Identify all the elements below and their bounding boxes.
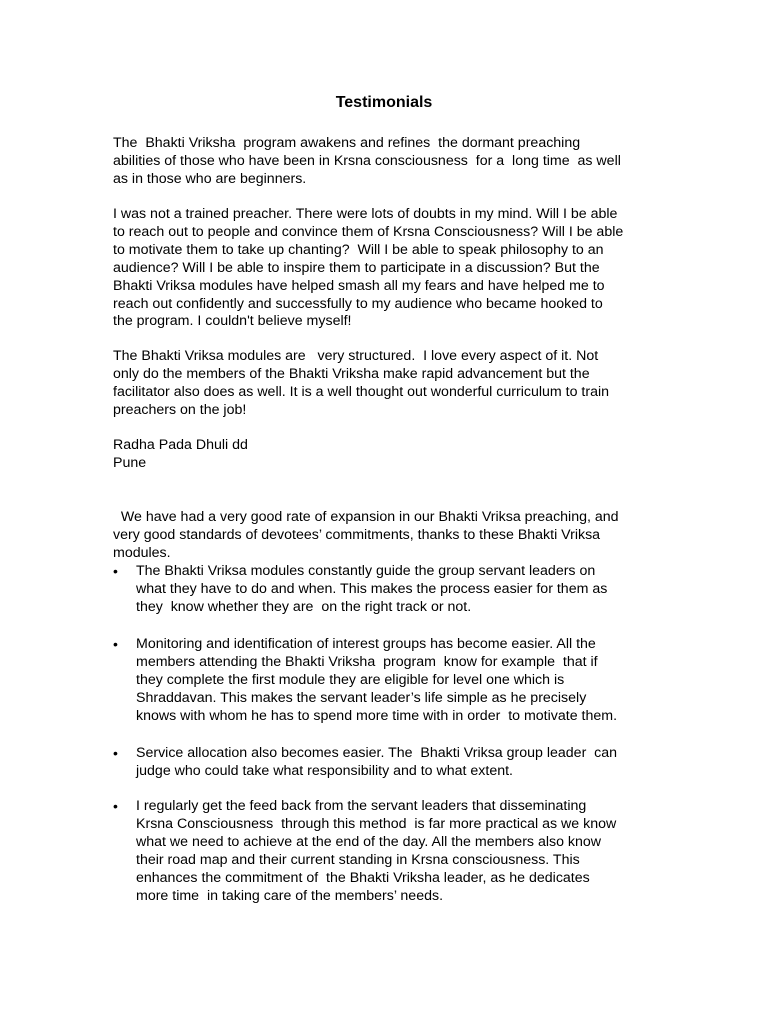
bullet-text: Service allocation also becomes easier. The Bhakti Vriksa group leader can judge who could take what responsibility and to what extent.: [136, 745, 618, 779]
testimonial-paragraph-structure: The Bhakti Vriksa modules are very structured. I love every aspect of it. Not only do the members of the Bhakti Vriksha make rapid advancement but the facilitator also does as well. It is a well thought out wonderful curriculum to train preachers on the job!: [113, 348, 610, 418]
expansion-paragraph: We have had a very good rate of expansion in our Bhakti Vriksa preaching, and very good standards of devotees’ commitments, thanks to these Bhakti Vriksa modules.: [113, 509, 619, 561]
bullet-icon: •: [113, 798, 118, 814]
testimonial-paragraph-doubts: I was not a trained preacher. There were lots of doubts in my mind. Will I be able to reach out to people and convince them of Krsna Consciousness? Will I be able to motivate them to take up chanting? Will I be able to speak philosophy to an audience? Will I be able to inspire them to participate in a discussion? But the Bhakti Vriksa modules have helped smash all my fears and have helped me to reach out confidently and successfully to my audience who became hooked to the program. I couldn't believe myself!: [113, 206, 624, 330]
page-title: Testimonials: [335, 94, 433, 111]
intro-paragraph: The Bhakti Vriksha program awakens and refines the dormant preaching abilities of those who have been in Krsna consciousness for a long time as well as in those who are beginners.: [113, 135, 621, 187]
bullet-text: Monitoring and identification of interest groups has become easier. All the members attending the Bhakti Vriksha program know for example that if they complete the first module they are eligible for level one which is Shraddavan. This makes the servant leader’s life simple as he precisely knows with whom he has to spend more time with in order to motivate them.: [136, 636, 618, 724]
bullet-text: The Bhakti Vriksa modules constantly guide the group servant leaders on what they have to do and when. This makes the process easier for them as they know whether they are on the right track or not.: [136, 563, 608, 615]
bullet-text: I regularly get the feed back from the servant leaders that disseminating Krsna Consciousness through this method is far more practical as we know what we need to achieve at the end of the day. All the members also know their road map and their current standing in Krsna consciousness. This enhances the commitment of the Bhakti Vriksha leader, as he dedicates more time in taking care of the members’ needs.: [136, 798, 617, 904]
bullet-icon: •: [113, 563, 118, 579]
bullet-icon: •: [113, 636, 118, 652]
bullet-icon: •: [113, 745, 118, 761]
testimonial-signature: Radha Pada Dhuli dd Pune: [113, 437, 248, 471]
